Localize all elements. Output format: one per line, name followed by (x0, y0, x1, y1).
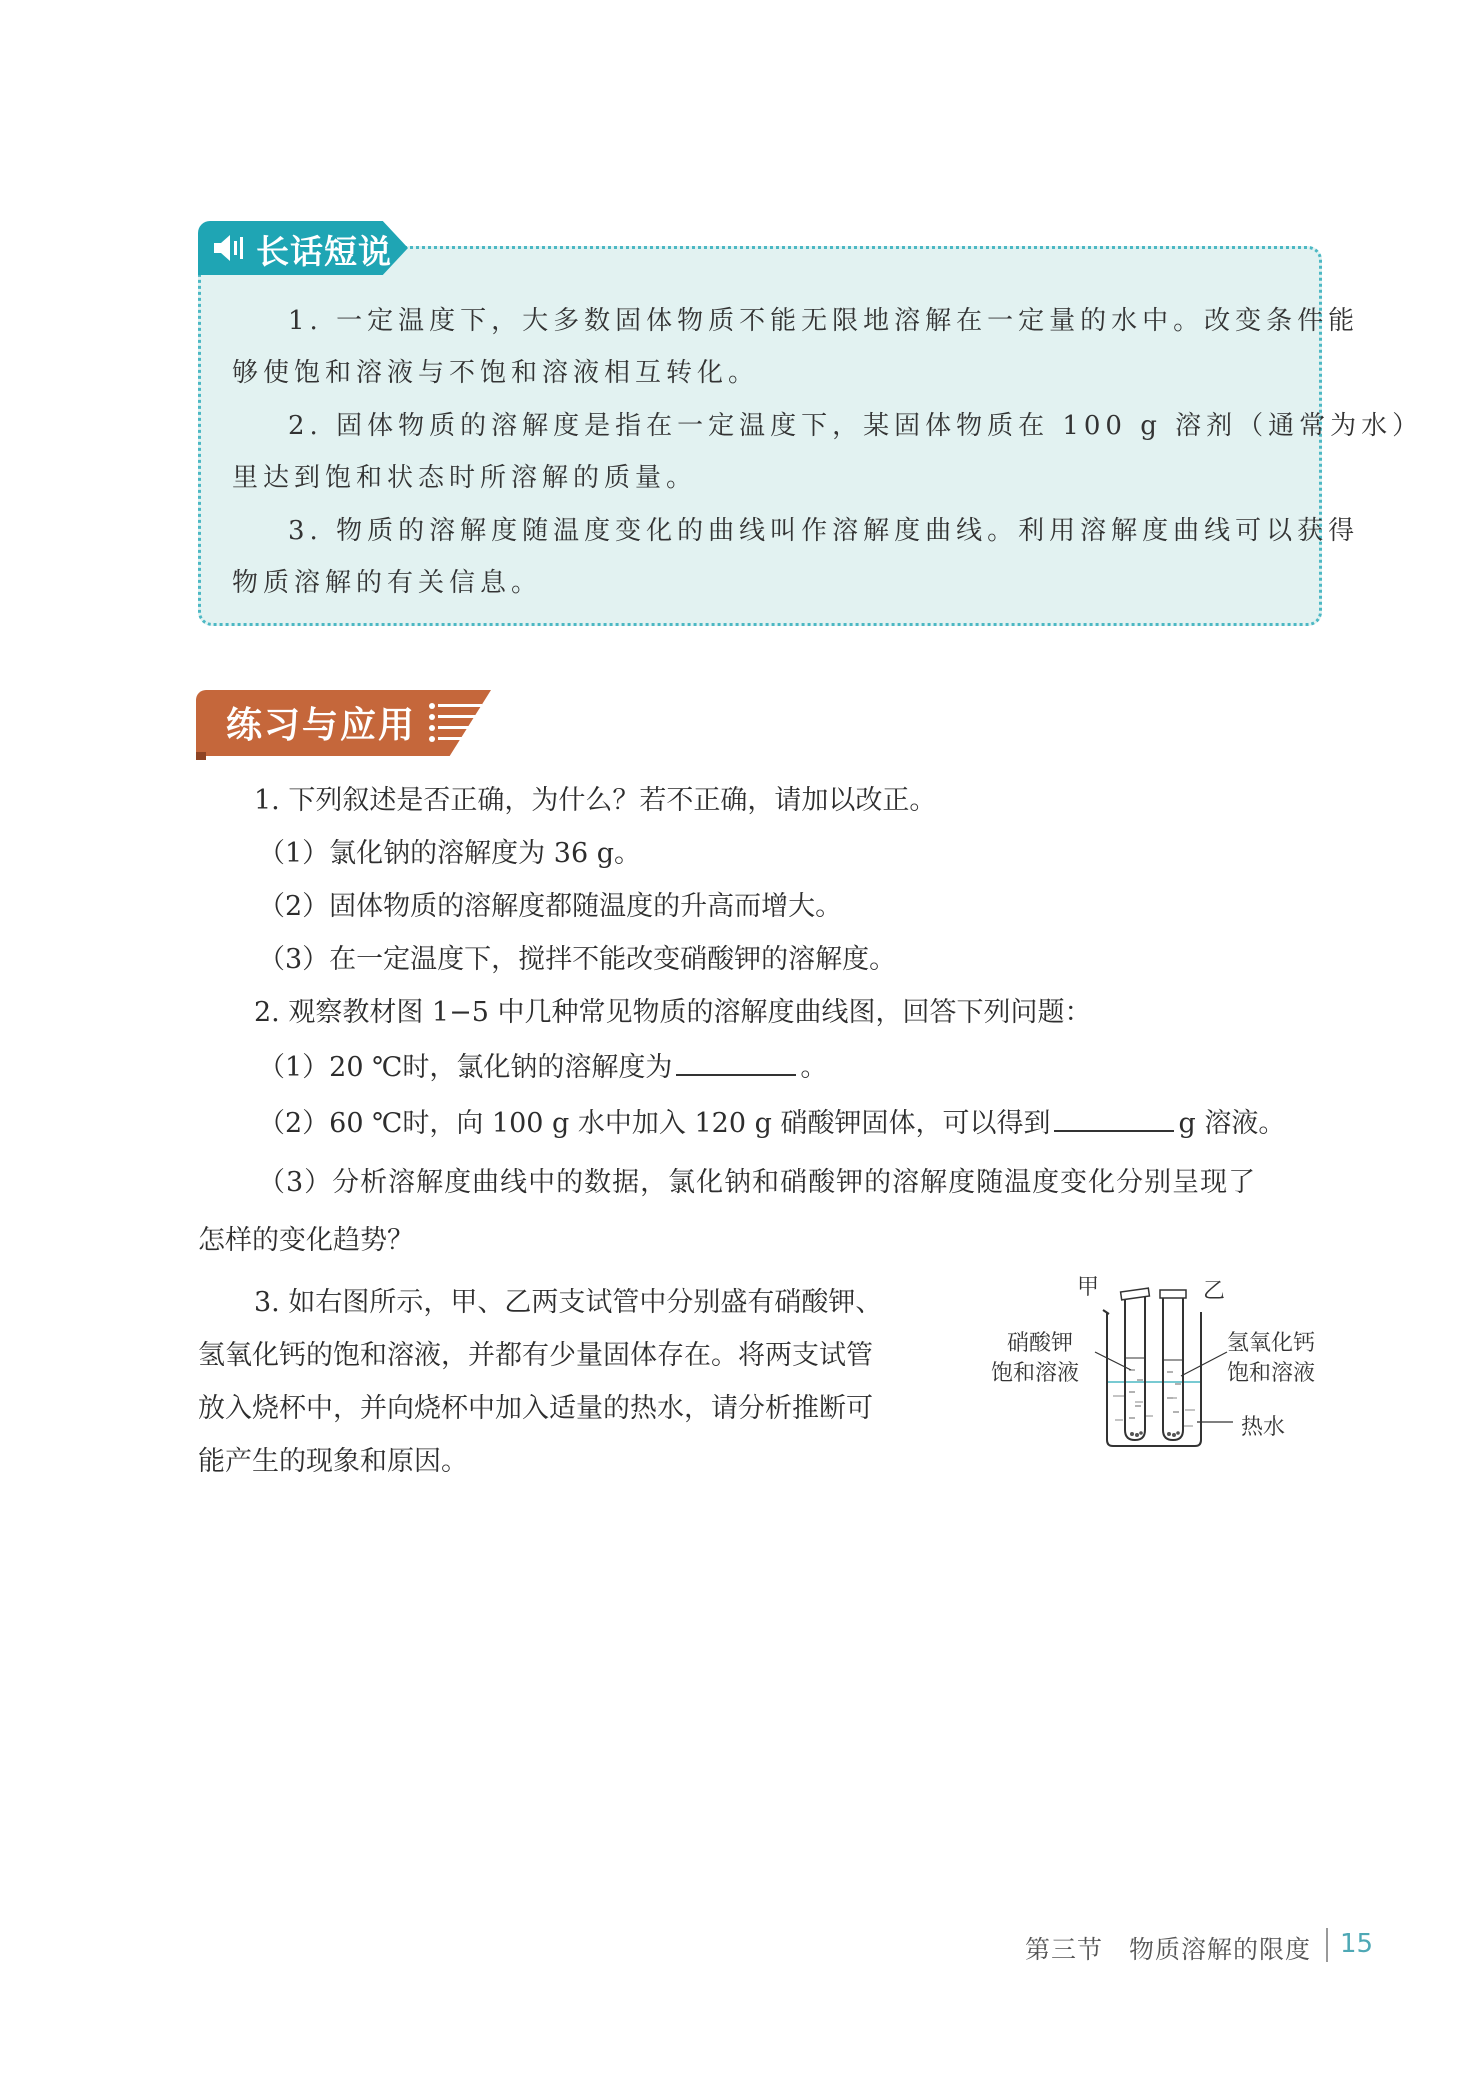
label-saturated-solution-right: 饱和溶液 (1227, 1361, 1316, 1386)
question-1-item: （2）固体物质的溶解度都随温度的升高而增大。 (258, 891, 843, 922)
beaker-figure (985, 1270, 1335, 1450)
label-saturated-solution-left: 饱和溶液 (991, 1361, 1080, 1386)
speaker-icon (212, 232, 248, 264)
question-3-line: 能产生的现象和原因。 (198, 1446, 468, 1477)
question-1-item: （1）氯化钠的溶解度为 36 g。 (258, 838, 641, 869)
summary-line: 2. 固体物质的溶解度是指在一定温度下，某固体物质在 100 g 溶剂（通常为水） (288, 411, 1424, 441)
summary-line: 够使饱和溶液与不饱和溶液相互转化。 (232, 358, 760, 388)
label-hot-water: 热水 (1241, 1415, 1286, 1440)
question-3-line: 3. 如右图所示，甲、乙两支试管中分别盛有硝酸钾、 (254, 1287, 883, 1318)
question-3-line: 放入烧杯中，并向烧杯中加入适量的热水，请分析推断可 (198, 1393, 873, 1424)
question-2-item-2-text: （2）60 ℃时，向 100 g 水中加入 120 g 硝酸钾固体，可以得到 (258, 1108, 1051, 1139)
label-potassium-nitrate: 硝酸钾 (1007, 1331, 1074, 1356)
question-2-stem: 2. 观察教材图 1−5 中几种常见物质的溶解度曲线图，回答下列问题： (254, 997, 1092, 1028)
label-yi: 乙 (1203, 1279, 1226, 1304)
summary-line: 1. 一定温度下，大多数固体物质不能无限地溶解在一定量的水中。改变条件能 (288, 306, 1360, 336)
footer-section-title: 第三节 物质溶解的限度 (1025, 1935, 1312, 1964)
question-2-item-1-text: （1）20 ℃时，氯化钠的溶解度为 (258, 1052, 673, 1083)
label-calcium-hydroxide: 氢氧化钙 (1227, 1331, 1316, 1356)
summary-line: 物质溶解的有关信息。 (232, 568, 543, 598)
practice-title: 练习与应用 (226, 705, 417, 746)
question-2-item-3-cont: 怎样的变化趋势？ (198, 1225, 414, 1256)
practice-header-fold (196, 752, 206, 760)
answer-blank[interactable] (1054, 1106, 1174, 1132)
question-1-stem: 1. 下列叙述是否正确，为什么？若不正确，请加以改正。 (254, 785, 937, 816)
summary-line: 3. 物质的溶解度随温度变化的曲线叫作溶解度曲线。利用溶解度曲线可以获得 (288, 516, 1360, 546)
summary-line: 里达到饱和状态时所溶解的质量。 (232, 463, 698, 493)
answer-blank[interactable] (676, 1050, 796, 1076)
question-2-item-1-end: 。 (800, 1052, 828, 1083)
question-2-item-2-end: g 溶液。 (1178, 1108, 1286, 1139)
question-1-item: （3）在一定温度下，搅拌不能改变硝酸钾的溶解度。 (258, 944, 897, 975)
question-3-line: 氢氧化钙的饱和溶液，并都有少量固体存在。将两支试管 (198, 1340, 873, 1371)
question-2-item-2 (258, 1101, 1285, 1140)
question-2-item-3: （3）分析溶解度曲线中的数据，氯化钠和硝酸钾的溶解度随温度变化分别呈现了 (258, 1167, 1257, 1198)
label-jia: 甲 (1077, 1275, 1100, 1300)
page-number: 15 (1340, 1929, 1374, 1959)
summary-title: 长话短说 (256, 232, 392, 271)
footer-divider (1326, 1928, 1328, 1962)
question-2-item-1 (258, 1045, 827, 1084)
list-lines-icon (428, 700, 484, 746)
